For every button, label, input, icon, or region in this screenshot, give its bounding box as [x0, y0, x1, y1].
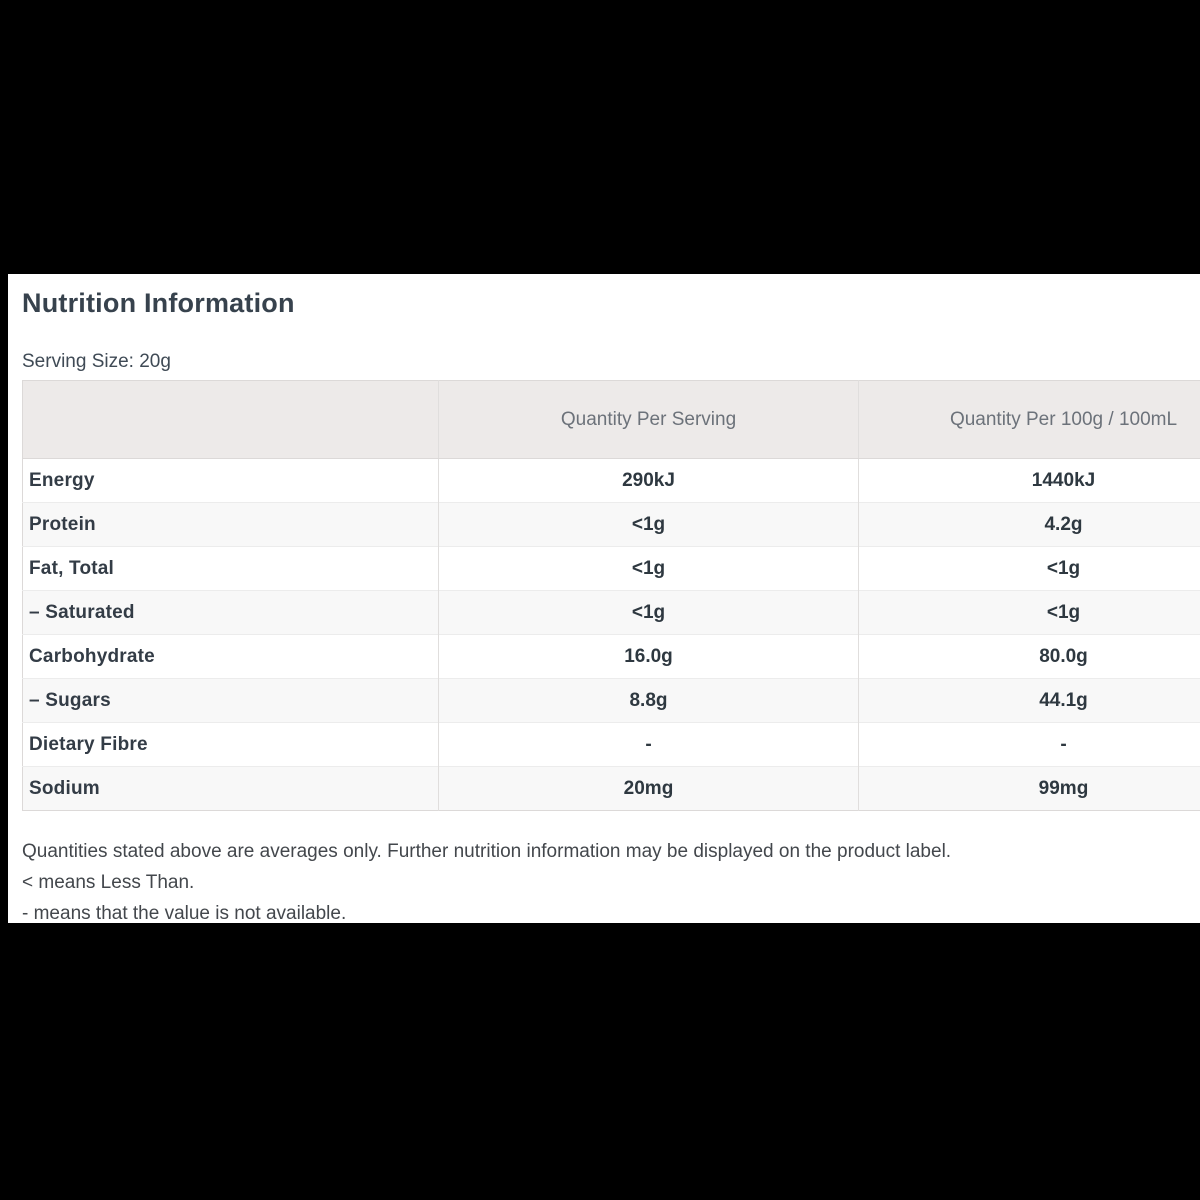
page-title: Nutrition Information	[22, 288, 295, 318]
per-serving-value: 8.8g	[439, 679, 859, 723]
per-serving-value: 290kJ	[439, 459, 859, 503]
nutrition-information-panel	[8, 274, 1200, 923]
nutrient-label: Carbohydrate	[23, 635, 439, 679]
nutrition-table	[22, 380, 1200, 811]
column-header-per-serving: Quantity Per Serving	[439, 381, 859, 459]
per-serving-value: <1g	[439, 591, 859, 635]
per-serving-value: -	[439, 723, 859, 767]
per-100g-value: 44.1g	[859, 679, 1200, 723]
footnote-less-than: < means Less Than.	[22, 872, 195, 893]
footnotes	[22, 836, 1200, 923]
nutrient-label: – Sugars	[23, 679, 439, 723]
per-100g-value: 80.0g	[859, 635, 1200, 679]
column-header-nutrient	[23, 381, 439, 459]
nutrition-table-body	[23, 459, 1200, 811]
table-row-fat-total	[23, 547, 1200, 591]
per-serving-value: <1g	[439, 503, 859, 547]
nutrient-label: Protein	[23, 503, 439, 547]
table-row-saturated	[23, 591, 1200, 635]
footnote-not-available: - means that the value is not available.	[22, 903, 347, 923]
per-100g-value: <1g	[859, 591, 1200, 635]
serving-size-text: Serving Size: 20g	[22, 351, 171, 372]
table-row-sodium	[23, 767, 1200, 811]
column-header-per-100g: Quantity Per 100g / 100mL	[859, 381, 1200, 459]
table-row-protein	[23, 503, 1200, 547]
nutrient-label: Dietary Fibre	[23, 723, 439, 767]
table-row-dietary-fibre	[23, 723, 1200, 767]
per-100g-value: -	[859, 723, 1200, 767]
nutrient-label: Fat, Total	[23, 547, 439, 591]
per-100g-value: 99mg	[859, 767, 1200, 811]
per-serving-value: 16.0g	[439, 635, 859, 679]
per-100g-value: <1g	[859, 547, 1200, 591]
table-row-carbohydrate	[23, 635, 1200, 679]
nutrient-label: Sodium	[23, 767, 439, 811]
nutrient-label: Energy	[29, 469, 95, 491]
per-serving-value: <1g	[439, 547, 859, 591]
nutrient-label: – Saturated	[23, 591, 439, 635]
per-100g-value: 1440kJ	[859, 459, 1200, 503]
per-100g-value: 4.2g	[859, 503, 1200, 547]
footnote-averages: Quantities stated above are averages only. Further nutrition information may be displayed on the product label.	[22, 841, 952, 862]
table-row-sugars	[23, 679, 1200, 723]
per-serving-value: 20mg	[439, 767, 859, 811]
table-row-energy	[23, 459, 1200, 503]
nutrition-table-header	[23, 381, 1200, 459]
table-header-row	[23, 381, 1200, 459]
